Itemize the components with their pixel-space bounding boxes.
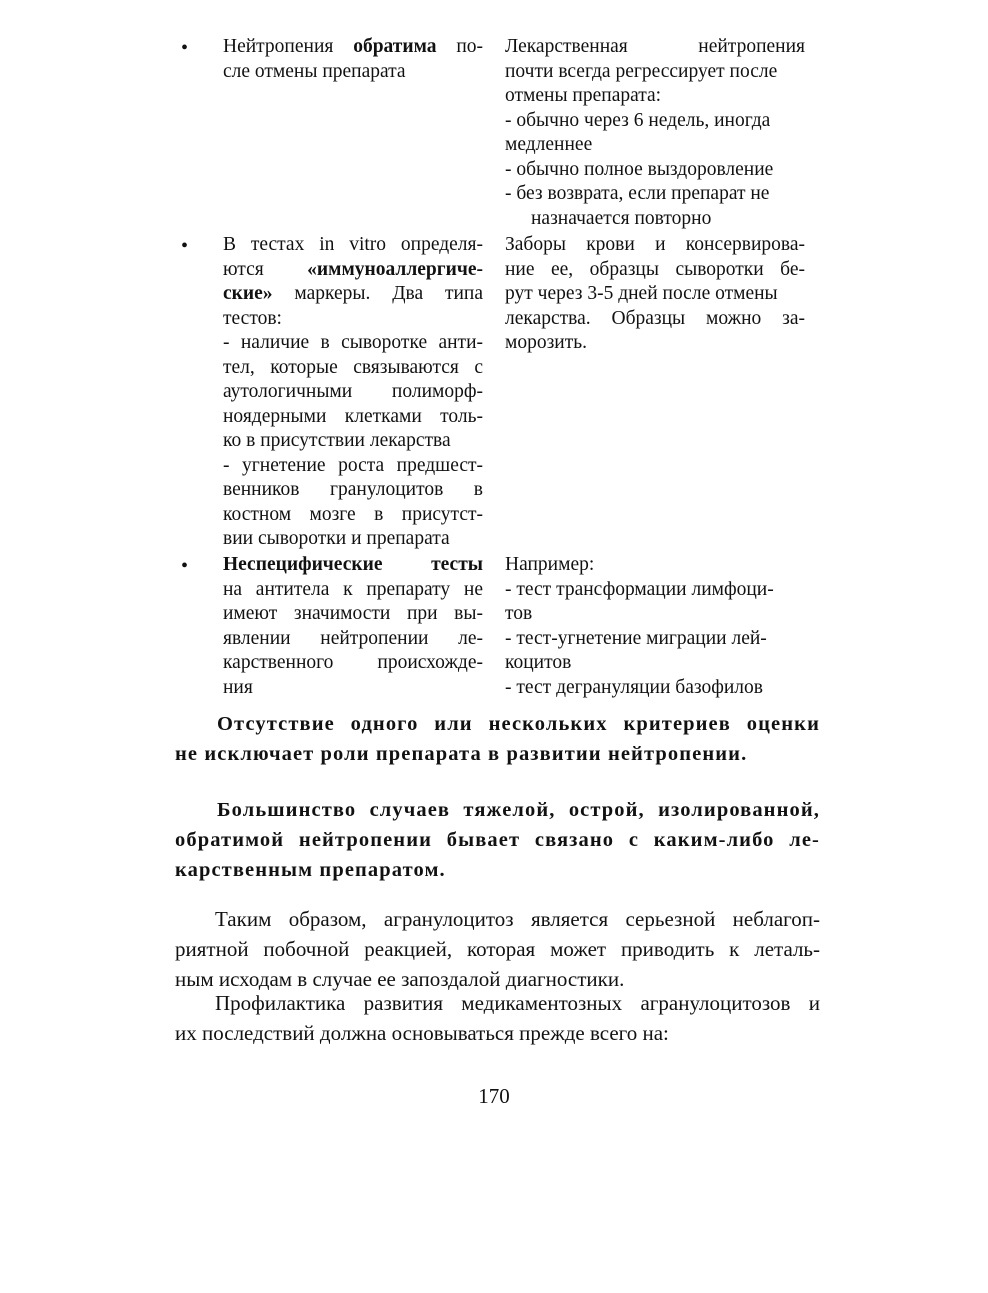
bold-statement [175, 795, 820, 885]
text-run: Нейтропения [223, 36, 354, 57]
text-line: - тест трансформации лимфоци- [505, 578, 774, 600]
bullet-icon: • [181, 235, 189, 257]
emphasis: «иммуноаллергиче- [307, 258, 483, 280]
text-run: маркеры. Два типа [272, 283, 483, 304]
text-line: Лекарственная нейтропения [505, 36, 805, 57]
text-line: риятной побочной реакцией, которая может приводить к леталь- [175, 937, 820, 961]
text-line: - обычно через 6 недель, иногда [505, 109, 771, 131]
text-line: ния [223, 676, 253, 698]
text-line: Таким образом, агранулоцитоз является серьезной неблагоп- [215, 907, 820, 931]
text-line: аутологичными полиморф- [223, 381, 483, 402]
text-line: ным исходам в случае ее запоздалой диагностики. [175, 967, 625, 991]
text-line: имеют значимости при вы- [223, 603, 483, 624]
text-line: венников гранулоцитов в [223, 479, 483, 500]
row-criterion [223, 35, 483, 84]
text-line: - наличие в сыворотке анти- [223, 332, 483, 353]
text-line: тов [505, 603, 533, 624]
text-line: медленнее [505, 134, 593, 155]
text-line: не исключает роли препарата в развитии нейтропении. [175, 743, 748, 765]
text-line: - тест-угнетение миграции лей- [505, 627, 767, 649]
emphasis: тесты [431, 554, 483, 575]
text-line: ноядерными клетками толь- [223, 405, 483, 427]
text-line: В тестах in vitro определя- [223, 234, 483, 255]
text-line: тел, которые связываются с [223, 356, 483, 378]
page-number: 170 [478, 1084, 510, 1108]
text-line: лекарства. Образцы можно за- [505, 307, 805, 329]
text-line: - без возврата, если препарат не [505, 183, 770, 204]
bullet-icon: • [181, 37, 189, 59]
text-line: ко в присутствии лекарства [223, 430, 451, 451]
text-line: костном мозге в присутст- [223, 503, 483, 525]
text-line: сле отмены препарата [223, 60, 406, 82]
text-line: тестов: [223, 307, 282, 329]
text-line: на антитела к препарату не [223, 578, 483, 600]
text-line: явлении нейтропении ле- [223, 627, 483, 649]
bullet-icon: • [181, 555, 189, 577]
text-line: назначается повторно [531, 207, 712, 229]
bold-statement [175, 709, 820, 769]
text-line: - обычно полное выздоровление [505, 158, 774, 180]
emphasis: обратима [353, 36, 437, 57]
emphasis: Неспецифические [223, 554, 383, 575]
text-line: Например: [505, 554, 595, 575]
text-line: Большинство случаев тяжелой, острой, изолированной, [217, 799, 820, 821]
text-line: - угнетение роста предшест- [223, 454, 483, 476]
text-line: их последствий должна основываться прежде всего на: [175, 1021, 669, 1045]
row-criterion [223, 553, 483, 700]
text-line: Отсутствие одного или нескольких критериев оценки [217, 713, 820, 735]
text-line: рут через 3-5 дней после отмены [505, 283, 778, 304]
text-line: - тест дегрануляции базофилов [505, 676, 763, 698]
row-explanation [505, 233, 805, 356]
text-line: Заборы крови и консервирова- [505, 234, 805, 255]
emphasis: ские» [223, 283, 273, 304]
text-line: морозить. [505, 332, 588, 353]
row-explanation [505, 35, 805, 231]
text-run: ются [223, 258, 264, 280]
text-line: отмены препарата: [505, 85, 662, 106]
body-paragraph [175, 988, 820, 1048]
text-run: по- [436, 36, 483, 57]
row-criterion [223, 233, 483, 552]
text-line: карственного происхожде- [223, 652, 483, 673]
body-paragraph [175, 904, 820, 994]
text-line: вии сыворотки и препарата [223, 528, 450, 549]
text-line: почти всегда регрессирует после [505, 60, 778, 82]
text-line: Профилактика развития медикаментозных агранулоцитозов и [215, 991, 820, 1015]
text-line: обратимой нейтропении бывает связано с каким-либо ле- [175, 829, 820, 851]
row-explanation [505, 553, 805, 700]
text-line: карственным препаратом. [175, 859, 446, 881]
text-line: ние ее, образцы сыворотки бе- [505, 258, 805, 280]
text-line: коцитов [505, 652, 572, 673]
